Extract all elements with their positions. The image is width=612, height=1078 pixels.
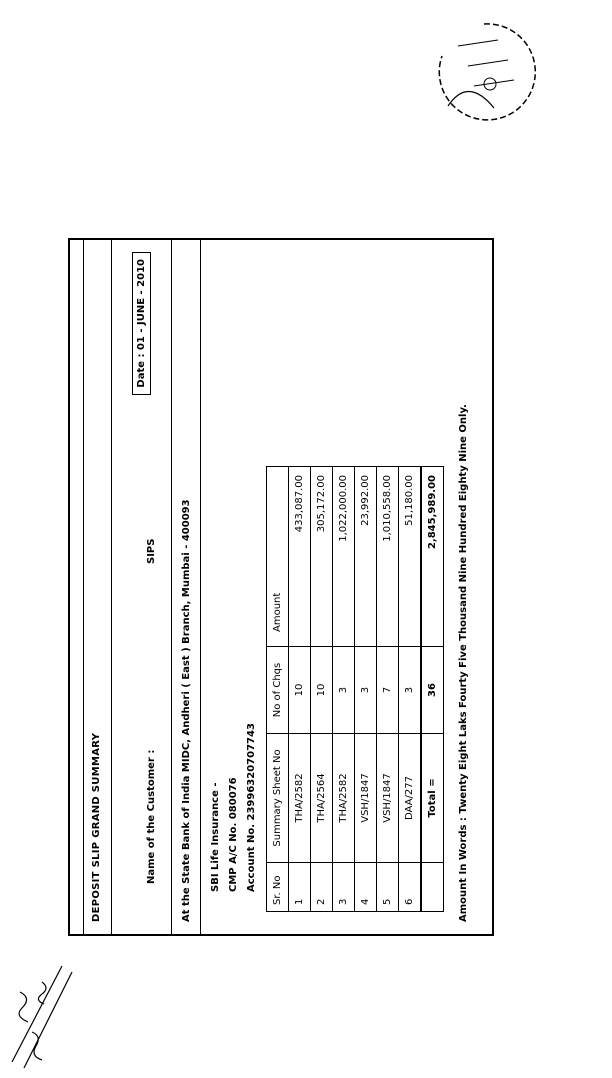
sr-no-cell: 5 — [377, 863, 399, 912]
sheet-no-cell: THA/2582 — [333, 734, 355, 863]
table-header-row — [267, 467, 289, 912]
amount-cell: 1,010,558.00 — [377, 467, 399, 647]
total-chqs: 36 — [421, 647, 444, 734]
date-box: Date : 01 - JUNE - 2010 — [132, 252, 151, 395]
header-amount: Amount — [267, 467, 289, 647]
customer-label: Name of the Customer : — [146, 749, 157, 884]
chqs-cell: 10 — [311, 647, 333, 734]
sr-no-cell: 6 — [399, 863, 422, 912]
header-sheet-no: Summary Sheet No — [267, 734, 289, 863]
bank-divider — [200, 240, 201, 934]
table-row — [311, 467, 333, 912]
amount-cell: 305,172.00 — [311, 467, 333, 647]
table-row — [399, 467, 422, 912]
stamp-icon — [428, 16, 540, 128]
table-row — [289, 467, 311, 912]
chqs-cell: 3 — [333, 647, 355, 734]
deposit-slip-content — [68, 238, 494, 936]
top-border-band — [70, 240, 84, 934]
chqs-cell: 10 — [289, 647, 311, 734]
total-row — [421, 467, 444, 912]
sheet-no-cell: DAA/277 — [399, 734, 422, 863]
deposit-slip — [68, 238, 494, 936]
sheet-no-cell: THA/2564 — [311, 734, 333, 863]
account-cmp: CMP A/C No. 080076 — [228, 777, 239, 892]
document-title: DEPOSIT SLIP GRAND SUMMARY — [91, 732, 102, 922]
amount-cell: 433,087.00 — [289, 467, 311, 647]
chqs-cell: 7 — [377, 647, 399, 734]
total-empty-cell — [421, 863, 444, 912]
amount-cell: 51,180.00 — [399, 467, 422, 647]
sr-no-cell: 3 — [333, 863, 355, 912]
account-name: SBI Life Insurance - — [210, 782, 221, 892]
header-sr-no: Sr. No — [267, 863, 289, 912]
amount-in-words: Amount In Words : Twenty Eight Laks Fourty Five Thousand Nine Hundred Eighty Nine Only. — [458, 404, 469, 922]
sheet-no-cell: VSH/1847 — [377, 734, 399, 863]
chqs-cell: 3 — [355, 647, 377, 734]
sheet-no-cell: THA/2582 — [289, 734, 311, 863]
total-label: Total = — [421, 734, 444, 863]
signature-icon — [2, 962, 92, 1074]
header-chqs: No of Chqs — [267, 647, 289, 734]
account-number: Account No. 23996320707743 — [246, 723, 257, 892]
table-row — [355, 467, 377, 912]
summary-table — [266, 466, 444, 912]
bank-line: At the State Bank of India MIDC, Andheri ( East ) Branch, Mumbai - 400093 — [181, 499, 192, 922]
customer-band — [112, 240, 172, 934]
sr-no-cell: 2 — [311, 863, 333, 912]
amount-cell: 23,992.00 — [355, 467, 377, 647]
customer-name: SIPS — [146, 538, 157, 564]
sr-no-cell: 4 — [355, 863, 377, 912]
sr-no-cell: 1 — [289, 863, 311, 912]
title-band — [84, 240, 112, 934]
table-row — [333, 467, 355, 912]
total-amount: 2,845,989.00 — [421, 467, 444, 647]
amount-cell: 1,022,000.00 — [333, 467, 355, 647]
chqs-cell: 3 — [399, 647, 422, 734]
sheet-no-cell: VSH/1847 — [355, 734, 377, 863]
table-row — [377, 467, 399, 912]
